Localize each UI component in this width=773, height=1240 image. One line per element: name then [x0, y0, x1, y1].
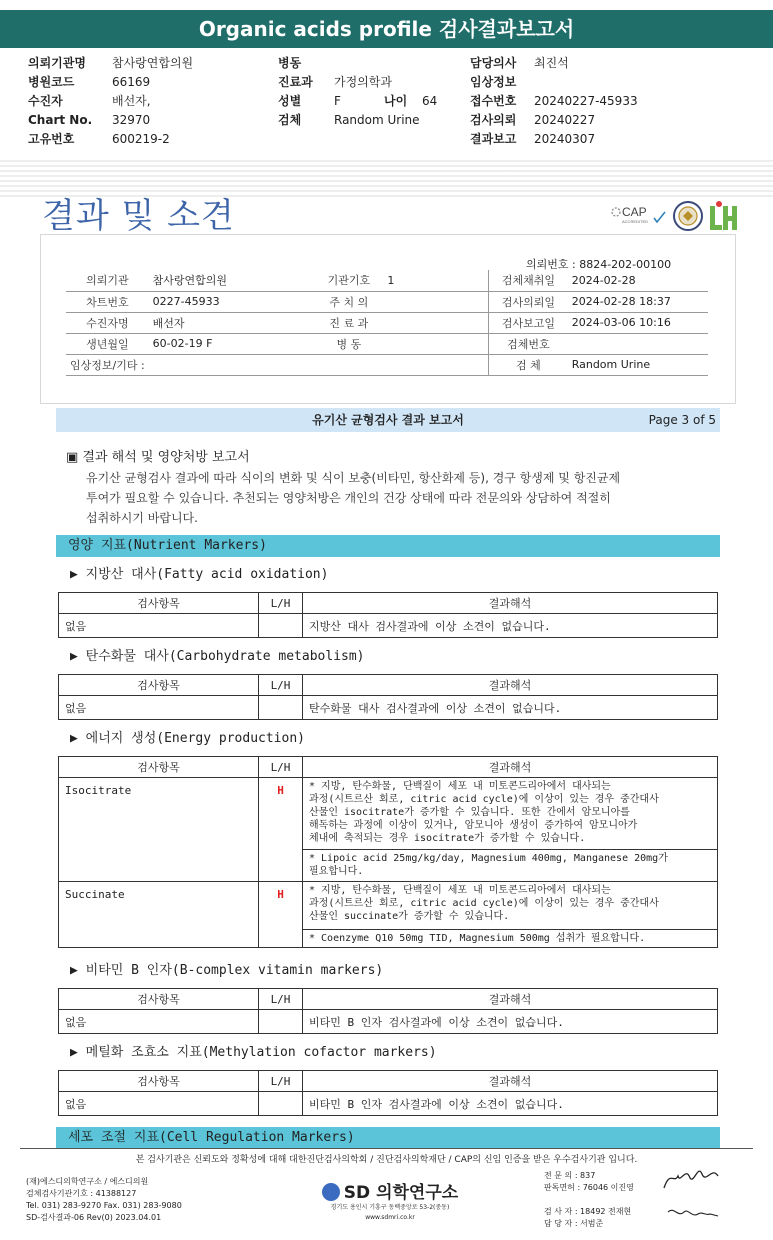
header-field: 수진자 배선자, [28, 94, 151, 108]
cell-regulation-bar: 세포 조절 지표(Cell Regulation Markers) [56, 1127, 720, 1149]
sd-globe-icon [322, 1183, 340, 1201]
cap-logo-icon [612, 205, 665, 224]
fatty-item: 없음 [59, 614, 259, 638]
seal-logo-icon [674, 202, 702, 230]
info-row: 의뢰기관 참사랑연합의원 기관기호 1 검체채취일 2024-02-28 [66, 270, 708, 291]
fatty-acid-title: ▶ 지방산 대사(Fatty acid oxidation) [70, 567, 329, 582]
energy-title: ▶ 에너지 생성(Energy production) [70, 731, 305, 746]
header-field: 결과보고 20240307 [470, 132, 596, 146]
header-field: 성별 F [278, 94, 341, 108]
footer-notice: 본 검사기관은 신뢰도와 정확성에 대해 대한진단검사의학회 / 진단검사의학재단 / CAP의 신임 인증을 받은 우수검사기관 입니다. [135, 1155, 638, 1165]
section-heading: 결과 및 소견 [42, 196, 235, 236]
header-field: 진료과 가정의학과 [278, 75, 392, 89]
header-field: 병원코드 66169 [28, 75, 151, 89]
isocitrate-item: Isocitrate [59, 778, 259, 882]
footer-logo: SD 의학연구소 경기도 용인시 기흥구 동백중앙로 53-2(중동) www.sdmri.co.kr [310, 1178, 470, 1223]
vitb-text: 비타민 B 인자 검사결과에 이상 소견이 없습니다. [303, 1010, 718, 1034]
info-row: 수진자명 배선자 진 료 과 검사보고일 2024-03-06 10:16 [66, 312, 708, 333]
methyl-item: 없음 [59, 1092, 259, 1116]
vitb-item: 없음 [59, 1010, 259, 1034]
methyl-text: 비타민 B 인자 검사결과에 이상 소견이 없습니다. [303, 1092, 718, 1116]
nutrient-markers-bar: 영양 지표(Nutrient Markers) [56, 535, 720, 557]
footer-left: (재)에스디의학연구소 / 에스디의원 검체검사기관기호 : 41388127 Tel. 031) 283-9270 Fax. 031) 283-9080 SD-검사결과-06 Rev(0) 2023.04.01 [26, 1177, 182, 1222]
signature-2 [664, 1200, 724, 1222]
report-title: Organic acids profile 검사결과보고서 [198, 17, 575, 41]
header-field: Chart No. 32970 [28, 113, 151, 127]
succinate-flag: H [259, 882, 303, 948]
header-field: 임상정보 [470, 75, 517, 89]
carb-text: 탄수화물 대사 검사결과에 이상 소견이 없습니다. [303, 696, 718, 720]
lh-logo-icon [710, 201, 737, 230]
fatty-acid-table: 검사항목 L/H 결과해석 없음 지방산 대사 검사결과에 이상 소견이 없습니다. [58, 592, 718, 638]
carb-item: 없음 [59, 696, 259, 720]
report-number: 의뢰번호 : 8824-202-00100 [526, 258, 672, 271]
header-field: 검사의뢰 20240227 [470, 113, 596, 127]
isocitrate-flag: H [259, 778, 303, 882]
age-field: 나이 64 [384, 94, 438, 108]
interpretation-title: ▣ 결과 해석 및 영양처방 보고서 [66, 450, 250, 465]
methyl-table: 검사항목 L/H 결과해석 없음 비타민 B 인자 검사결과에 이상 소견이 없습니다. [58, 1070, 718, 1116]
fatty-text: 지방산 대사 검사결과에 이상 소견이 없습니다. [303, 614, 718, 638]
energy-table: 검사항목 L/H 결과해석 Isocitrate H * 지방, 탄수화물, 단백질이 세포 내 미토콘드리아에서 대사되는 과정(시트르산 회로, citric acid cycle)에 이상이 있는 경우 중간대사 산물인 isocitrate가 증가할 수 있습니다. 또한 간에서 암모니아를 해독하는 과정에 이상이 있거나, 암모니아 생성이 증가하여 암모니아가 체내에 축적되는 경우 isocitrate가 증가할 수 있습니다. * Lipoic acid 25mg/kg/day, Magnesium 400mg, Manganese 20mg가 필요합니다. Succinate H * 지방, 탄수화물, 단백질이 세포 내 미토콘드리아에서 대사되는 과정(시트르산 회로, citric acid cycle)에 이상이 있는 경우 중간대사 산물인 succinate가 증가할 수 있습니다. * Coenzyme Q10 50mg TID, Magnesium 500mg 섭취가 필요합니다. [58, 756, 718, 948]
header-field: 접수번호 20240227-45933 [470, 94, 638, 108]
info-row: 생년월일 60-02-19 F 병 동 검체번호 [66, 333, 708, 354]
footer-signatories: 전 문 의 : 837 판독면허 : 76046 이진영 검 사 자 : 18492 전재현 담 당 자 : 서범준 [544, 1171, 634, 1228]
header-field: 고유번호 600219-2 [28, 132, 170, 146]
vitb-table: 검사항목 L/H 결과해석 없음 비타민 B 인자 검사결과에 이상 소견이 없습니다. [58, 988, 718, 1034]
cap-sub-text: ACCREDITED [622, 219, 649, 224]
signature-1 [660, 1166, 722, 1196]
info-row: 차트번호 0227-45933 주 치 의 검사의뢰일 2024-02-28 18:37 [66, 291, 708, 312]
info-row: 임상정보/기타 : 검 체 Random Urine [66, 354, 708, 375]
header-field: 검체 Random Urine [278, 113, 420, 127]
carb-title: ▶ 탄수화물 대사(Carbohydrate metabolism) [70, 649, 365, 664]
succinate-item: Succinate [59, 882, 259, 948]
report-bar [56, 408, 720, 432]
accreditation-logos [610, 198, 740, 234]
report-title-bar [0, 10, 773, 48]
footer-divider [20, 1148, 753, 1149]
report-bar-title: 유기산 균형검사 결과 보고서 [312, 413, 464, 427]
interpretation-body: 유기산 균형검사 결과에 따라 식이의 변화 및 식이 보충(비타민, 항산화제 등), 경구 항생제 및 항진균제 투여가 필요할 수 있습니다. 추천되는 영양처방은 개인의 건강 상태에 따라 전문의와 상담하여 적절히 섭취하시기 바랍니다. [86, 471, 621, 525]
header-info [28, 54, 768, 154]
methyl-title: ▶ 메틸화 조효소 지표(Methylation cofactor markers) [70, 1045, 437, 1060]
header-field: 담당의사 최진석 [470, 56, 569, 70]
page-indicator: Page 3 of 5 [648, 413, 716, 427]
header-field: 의뢰기관명 참사랑연합의원 [28, 56, 194, 70]
carb-table: 검사항목 L/H 결과해석 없음 탄수화물 대사 검사결과에 이상 소견이 없습니다. [58, 674, 718, 720]
patient-info-table [66, 270, 708, 376]
header-field: 병동 [278, 56, 302, 70]
cap-text: CAP [622, 205, 647, 219]
vitb-title: ▶ 비타민 B 인자(B-complex vitamin markers) [70, 963, 384, 978]
